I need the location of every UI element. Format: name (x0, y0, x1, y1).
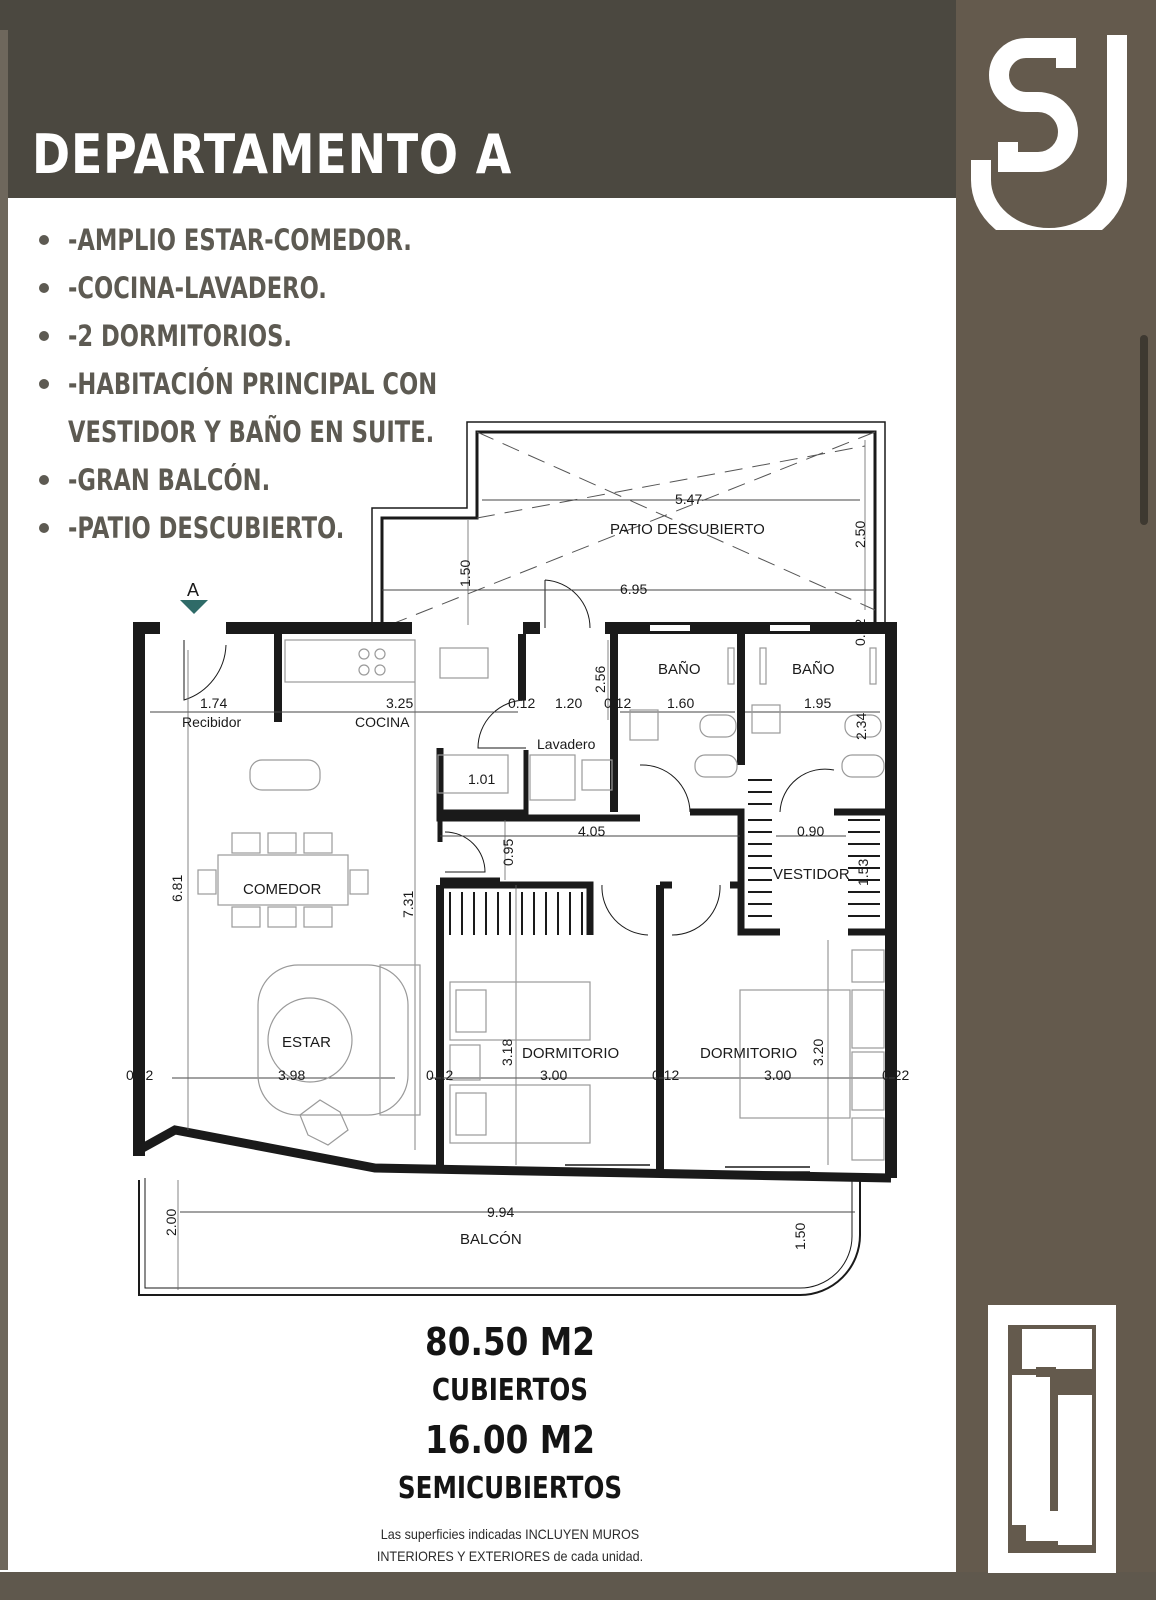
room-label-dormitorio: DORMITORIO (522, 1045, 620, 1062)
covered-area-label: CUBIERTOS (431, 1373, 588, 1408)
feature-item: -2 DORMITORIOS. (36, 312, 541, 360)
note-line: INTERIORES Y EXTERIORES de cada unidad. (376, 1548, 644, 1564)
dim-label: 2.50 (852, 520, 868, 548)
dim-label: 1.20 (555, 695, 583, 711)
dim-label: 0.12 (426, 1067, 454, 1083)
feature-item: -COCINA-LAVADERO. (36, 264, 541, 312)
surface-note (300, 1523, 720, 1567)
dim-label: 1.50 (457, 559, 473, 587)
room-label-vestidor: VESTIDOR (773, 866, 850, 883)
room-label-comedor: COMEDOR (243, 881, 322, 898)
room-label-bano: BAÑO (658, 661, 701, 678)
dim-label: 1.60 (667, 695, 695, 711)
dim-label: 1.01 (468, 771, 496, 787)
semicovered-area-label: SEMICUBIERTOS (397, 1471, 623, 1506)
room-label-cocina: COCINA (355, 714, 410, 730)
dim-label: 2.56 (592, 665, 608, 693)
section-marker (180, 580, 208, 614)
dim-label: 6.95 (620, 581, 648, 597)
dim-label: 3.00 (540, 1067, 568, 1083)
dim-label: 9.94 (487, 1204, 515, 1220)
room-label-dormitorio: DORMITORIO (700, 1045, 798, 1062)
feature-item: -AMPLIO ESTAR-COMEDOR. (36, 216, 541, 264)
dim-label: 0.22 (126, 1067, 154, 1083)
dim-label: 1.74 (200, 695, 228, 711)
dim-label: 1.95 (804, 695, 832, 711)
dim-label: 5.47 (675, 491, 703, 507)
dim-label: 0.90 (797, 823, 825, 839)
room-label-lavadero: Lavadero (537, 736, 596, 752)
dim-label: 7.31 (400, 890, 416, 918)
feature-item-continuation: VESTIDOR Y BAÑO EN SUITE. (68, 415, 435, 449)
page-title: DEPARTAMENTO A (32, 123, 513, 186)
room-label-estar: ESTAR (282, 1034, 331, 1051)
dim-label: 4.05 (578, 823, 606, 839)
dim-label: 0.12 (652, 1067, 680, 1083)
dim-label: 3.18 (499, 1038, 515, 1066)
dim-label: 6.81 (169, 874, 185, 902)
marker-label: A (187, 580, 200, 600)
feature-item: -GRAN BALCÓN. (36, 456, 541, 504)
feature-item: -PATIO DESCUBIERTO. (36, 504, 541, 552)
dim-label: 3.20 (810, 1038, 826, 1066)
covered-area-value: 80.50 M2 (424, 1320, 596, 1364)
dim-label: 1.53 (855, 858, 871, 886)
room-label-patio: PATIO DESCUBIERTO (610, 521, 765, 538)
dim-label: 0.22 (852, 618, 868, 646)
dim-label: 0.12 (604, 695, 632, 711)
dim-label: 3.98 (278, 1067, 306, 1083)
room-label-recibidor: Recibidor (182, 714, 242, 730)
room-label-balcon: BALCÓN (460, 1231, 522, 1248)
dim-label: 3.00 (764, 1067, 792, 1083)
area-summary (300, 1318, 720, 1514)
dim-label: 1.50 (792, 1222, 808, 1250)
dim-label: 0.12 (508, 695, 536, 711)
note-line: Las superficies indicadas INCLUYEN MUROS (380, 1526, 640, 1542)
room-label-bano: BAÑO (792, 661, 835, 678)
feature-item: -HABITACIÓN PRINCIPAL CON (36, 360, 541, 408)
semicovered-area-value: 16.00 M2 (424, 1418, 596, 1462)
dim-label: 0.95 (500, 838, 516, 866)
dim-label: 0.22 (882, 1067, 910, 1083)
dim-label: 2.00 (163, 1208, 179, 1236)
dim-label: 3.25 (386, 695, 414, 711)
dim-label: 2.34 (853, 712, 869, 740)
